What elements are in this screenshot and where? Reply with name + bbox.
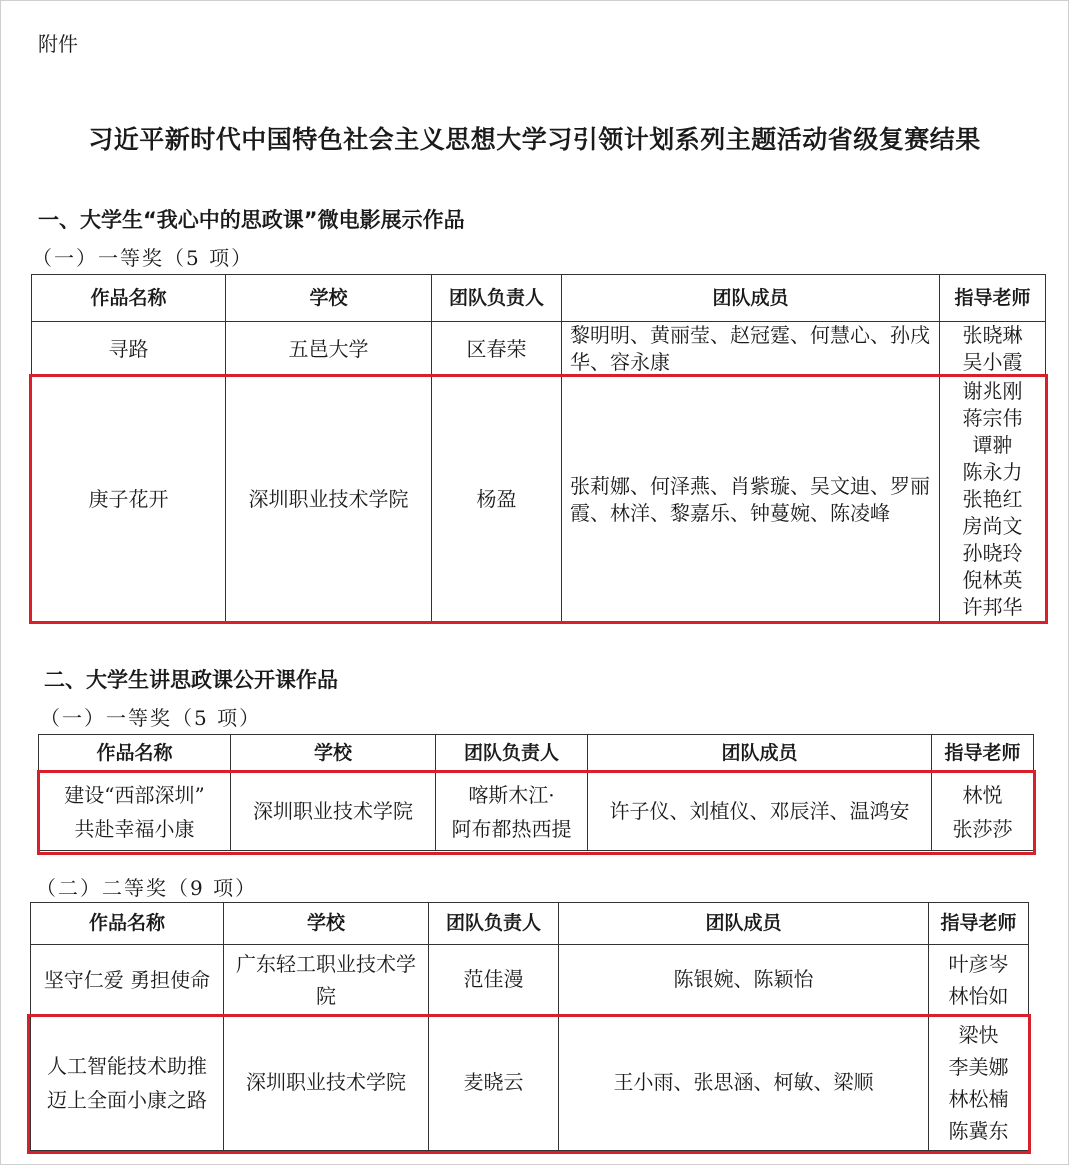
attachment-label: 附件 xyxy=(38,32,78,56)
work-name xyxy=(39,773,231,851)
header-school: 学校 xyxy=(231,735,436,773)
members: 黎明明、黄丽莹、赵冠霆、何慧心、孙戌华、容永康 xyxy=(562,322,940,377)
advisor: 叶彦岑 xyxy=(948,951,1009,976)
advisors xyxy=(940,322,1046,377)
leader: 范佳漫 xyxy=(429,945,559,1015)
table-row xyxy=(32,377,1046,623)
advisor: 梁快 xyxy=(958,1022,999,1047)
section1-first-prize-label: （一）一等奖（5 项） xyxy=(32,246,254,270)
header-school: 学校 xyxy=(226,275,432,322)
leader: 麦晓云 xyxy=(429,1015,559,1151)
header-work-name: 作品名称 xyxy=(39,735,231,773)
header-leader: 团队负责人 xyxy=(432,275,562,322)
header-members: 团队成员 xyxy=(562,275,940,322)
advisors xyxy=(929,945,1029,1015)
advisor: 林悦 xyxy=(962,782,1003,807)
header-advisors: 指导老师 xyxy=(929,903,1029,945)
members: 陈银婉、陈颖怡 xyxy=(559,945,929,1015)
table-row xyxy=(39,773,1034,851)
advisor: 张艳红 xyxy=(962,487,1023,511)
page-title: 习近平新时代中国特色社会主义思想大学习引领计划系列主题活动省级复赛结果 xyxy=(88,125,981,154)
advisors xyxy=(929,1015,1029,1151)
school: 五邑大学 xyxy=(226,322,432,377)
section2-heading: 二、大学生讲思政课公开课作品 xyxy=(44,668,338,692)
header-leader: 团队负责人 xyxy=(429,903,559,945)
work-name-line: 共赴幸福小康 xyxy=(74,816,195,841)
section2-second-prize-table xyxy=(30,902,1029,1151)
advisor: 张晓琳 xyxy=(962,323,1023,347)
school: 广东轻工职业技术学院 xyxy=(224,945,429,1015)
advisors xyxy=(932,773,1034,851)
header-work-name: 作品名称 xyxy=(31,903,224,945)
advisor: 谢兆刚 xyxy=(962,379,1023,403)
advisor: 蒋宗伟 xyxy=(962,406,1023,430)
table-row xyxy=(31,945,1029,1015)
section2-second-prize-label: （二）二等奖（9 项） xyxy=(36,876,258,900)
table-header-row xyxy=(39,735,1034,773)
work-name: 坚守仁爱 勇担使命 xyxy=(31,945,224,1015)
advisors xyxy=(940,377,1046,623)
school: 深圳职业技术学院 xyxy=(231,773,436,851)
section2-first-prize-label: （一）一等奖（5 项） xyxy=(40,706,262,730)
advisor: 谭翀 xyxy=(972,433,1013,457)
leader: 区春荣 xyxy=(432,322,562,377)
header-school: 学校 xyxy=(224,903,429,945)
header-leader: 团队负责人 xyxy=(436,735,588,773)
header-members: 团队成员 xyxy=(559,903,929,945)
table-row xyxy=(32,322,1046,377)
leader: 杨盈 xyxy=(432,377,562,623)
leader-line: 喀斯木江· xyxy=(468,782,555,807)
advisor: 林松楠 xyxy=(948,1086,1009,1111)
advisor: 陈永力 xyxy=(962,460,1023,484)
advisor: 吴小霞 xyxy=(962,350,1023,374)
header-advisors: 指导老师 xyxy=(932,735,1034,773)
header-members: 团队成员 xyxy=(588,735,932,773)
advisor: 孙晓玲 xyxy=(962,541,1023,565)
table-row xyxy=(31,1015,1029,1151)
work-name-line: 建设“西部深圳” xyxy=(64,782,205,807)
work-name: 庚子花开 xyxy=(32,377,226,623)
members: 王小雨、张思涵、柯敏、梁顺 xyxy=(559,1015,929,1151)
advisor: 倪林英 xyxy=(962,568,1023,592)
advisor: 许邦华 xyxy=(962,595,1023,619)
table-header-row xyxy=(32,275,1046,322)
section2-first-prize-table xyxy=(38,734,1034,851)
school: 深圳职业技术学院 xyxy=(226,377,432,623)
members: 许子仪、刘植仪、邓辰洋、温鸿安 xyxy=(588,773,932,851)
section1-heading: 一、大学生“我心中的思政课”微电影展示作品 xyxy=(38,208,465,232)
work-name: 人工智能技术助推迈上全面小康之路 xyxy=(31,1015,224,1151)
leader xyxy=(436,773,588,851)
header-work-name: 作品名称 xyxy=(32,275,226,322)
table-header-row xyxy=(31,903,1029,945)
members: 张莉娜、何泽燕、肖紫璇、吴文迪、罗丽霞、林洋、黎嘉乐、钟蔓婉、陈凌峰 xyxy=(562,377,940,623)
advisor: 李美娜 xyxy=(948,1054,1009,1079)
advisor: 房尚文 xyxy=(962,514,1023,538)
school: 深圳职业技术学院 xyxy=(224,1015,429,1151)
leader-line: 阿布都热西提 xyxy=(451,816,572,841)
advisor: 张莎莎 xyxy=(952,816,1013,841)
advisor: 陈冀东 xyxy=(948,1118,1009,1143)
header-advisors: 指导老师 xyxy=(940,275,1046,322)
section1-first-prize-table xyxy=(31,274,1046,623)
work-name: 寻路 xyxy=(32,322,226,377)
advisor: 林怡如 xyxy=(948,983,1009,1008)
